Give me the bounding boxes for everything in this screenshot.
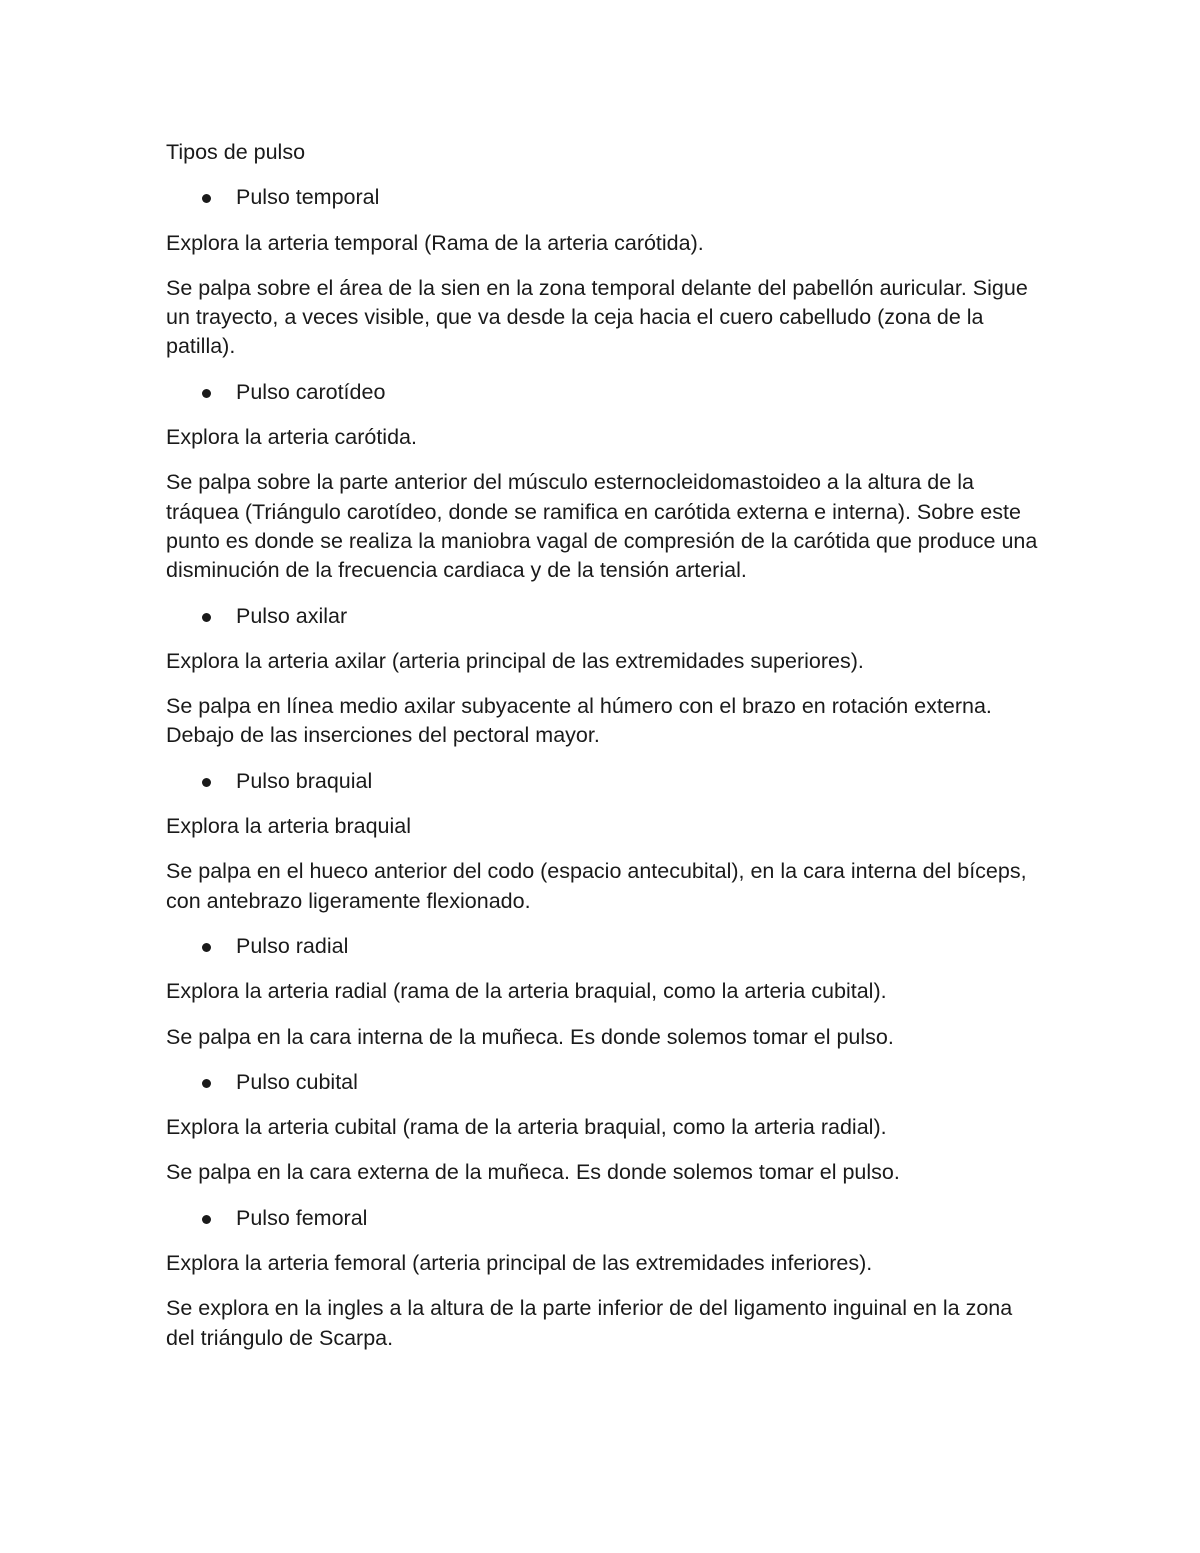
bullet-item xyxy=(166,767,1046,796)
bullet-icon xyxy=(202,943,211,952)
paragraph: Explora la arteria carótida. xyxy=(166,425,417,450)
bullet-icon xyxy=(202,194,211,203)
paragraph: Se explora en la ingles a la altura de la parte inferior de del ligamento inguinal en la zona del triángulo de Scarpa. xyxy=(166,1296,1013,1350)
section-pulso-femoral xyxy=(166,1204,1046,1353)
bullet-item xyxy=(166,602,1046,631)
section-heading: Pulso carotídeo xyxy=(236,379,386,404)
section-pulso-temporal xyxy=(166,183,1046,361)
section-heading: Pulso cubital xyxy=(236,1069,358,1094)
bullet-item xyxy=(166,183,1046,212)
bullet-icon xyxy=(202,778,211,787)
section-heading: Pulso radial xyxy=(236,933,349,958)
section-heading: Pulso femoral xyxy=(236,1205,368,1230)
paragraph: Se palpa en la cara interna de la muñeca. Es donde solemos tomar el pulso. xyxy=(166,1024,894,1049)
paragraph: Explora la arteria braquial xyxy=(166,814,411,839)
section-pulso-radial xyxy=(166,932,1046,1052)
section-pulso-cubital xyxy=(166,1068,1046,1188)
section-heading: Pulso temporal xyxy=(236,185,380,210)
paragraph: Explora la arteria femoral (arteria principal de las extremidades inferiores). xyxy=(166,1251,873,1276)
section-heading: Pulso axilar xyxy=(236,603,348,628)
bullet-icon xyxy=(202,1215,211,1224)
bullet-item xyxy=(166,378,1046,407)
bullet-icon xyxy=(202,1079,211,1088)
bullet-icon xyxy=(202,389,211,398)
paragraph: Se palpa en línea medio axilar subyacente al húmero con el brazo en rotación externa. Debajo de las inserciones del pectoral mayor. xyxy=(166,694,992,748)
paragraph: Explora la arteria radial (rama de la arteria braquial, como la arteria cubital). xyxy=(166,979,887,1004)
paragraph: Explora la arteria temporal (Rama de la arteria carótida). xyxy=(166,230,704,255)
paragraph: Se palpa en la cara externa de la muñeca. Es donde solemos tomar el pulso. xyxy=(166,1160,900,1185)
section-pulso-axilar xyxy=(166,602,1046,751)
document-page xyxy=(166,138,1046,1369)
document-title: Tipos de pulso xyxy=(166,140,306,164)
bullet-item xyxy=(166,932,1046,961)
paragraph: Explora la arteria axilar (arteria principal de las extremidades superiores). xyxy=(166,648,864,673)
section-heading: Pulso braquial xyxy=(236,768,373,793)
paragraph: Se palpa sobre el área de la sien en la zona temporal delante del pabellón auricular. Sigue un trayecto, a veces visible, que va desde la ceja hacia el cuero cabelludo (zona de la patilla). xyxy=(166,275,1028,359)
paragraph: Explora la arteria cubital (rama de la arteria braquial, como la arteria radial). xyxy=(166,1115,887,1140)
paragraph: Se palpa sobre la parte anterior del músculo esternocleidomastoideo a la altura de la tráquea (Triángulo carotídeo, donde se ramifica en carótida externa e interna). Sobre este punto es donde se realiza la maniobra vagal de compresión de la carótida que produce una disminución de la frecuencia cardiaca y de la tensión arterial. xyxy=(166,470,1038,583)
bullet-item xyxy=(166,1068,1046,1097)
bullet-item xyxy=(166,1204,1046,1233)
section-pulso-carotideo xyxy=(166,378,1046,586)
paragraph: Se palpa en el hueco anterior del codo (espacio antecubital), en la cara interna del bíceps, con antebrazo ligeramente flexionado. xyxy=(166,859,1027,913)
section-pulso-braquial xyxy=(166,767,1046,916)
bullet-icon xyxy=(202,613,211,622)
